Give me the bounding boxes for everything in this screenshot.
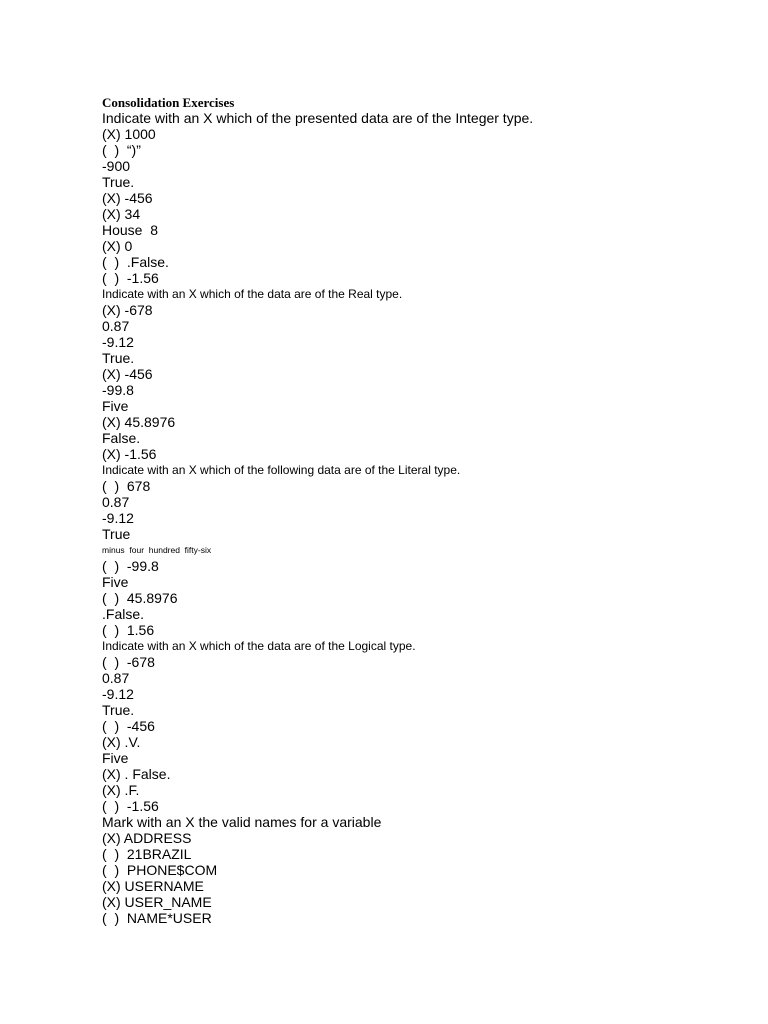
- exercise-line: Five: [102, 574, 129, 590]
- exercise-line: ( ) 21BRAZIL: [102, 846, 192, 862]
- exercise-line: ( ) NAME*USER: [102, 910, 212, 926]
- exercise-line: Indicate with an X which of the data are of the Real type.: [102, 287, 403, 301]
- exercise-line: Five: [102, 398, 129, 414]
- exercise-line: (X) 45.8976: [102, 414, 176, 430]
- exercise-line: Indicate with an X which of the data are of the Logical type.: [102, 639, 416, 653]
- exercise-line: False.: [102, 430, 141, 446]
- exercise-line: .False.: [102, 606, 145, 622]
- document-page: [102, 95, 742, 926]
- exercise-line: 0.87: [102, 318, 130, 334]
- exercise-line: (X) ADDRESS: [102, 830, 192, 846]
- exercise-line: Indicate with an X which of the following data are of the Literal type.: [102, 463, 461, 477]
- exercise-line: (X) -1.56: [102, 446, 157, 462]
- exercise-line: ( ) -678: [102, 654, 155, 670]
- exercise-line: -900: [102, 158, 131, 174]
- exercise-line: (X) 0: [102, 238, 133, 254]
- exercise-line: ( ) “)”: [102, 142, 141, 158]
- exercise-line: ( ) -1.56: [102, 270, 159, 286]
- exercise-line: ( ) 1.56: [102, 622, 155, 638]
- exercise-lines: [102, 110, 742, 926]
- exercise-line: House 8: [102, 222, 159, 238]
- exercise-line: Five: [102, 750, 129, 766]
- exercise-line: (X) USER_NAME: [102, 894, 212, 910]
- exercise-line: 0.87: [102, 670, 130, 686]
- exercise-line: -9.12: [102, 686, 134, 702]
- exercise-line: 0.87: [102, 494, 130, 510]
- exercise-line: -9.12: [102, 510, 134, 526]
- exercise-line: ( ) -456: [102, 718, 155, 734]
- document-title: Consolidation Exercises: [102, 95, 235, 110]
- exercise-line: (X) -456: [102, 190, 153, 206]
- exercise-line: -9.12: [102, 334, 134, 350]
- exercise-line: (X) -456: [102, 366, 153, 382]
- exercise-line: -99.8: [102, 382, 134, 398]
- exercise-line: ( ) .False.: [102, 254, 169, 270]
- exercise-line: True.: [102, 174, 135, 190]
- exercise-line: ( ) 678: [102, 478, 151, 494]
- exercise-line: (X) 1000: [102, 126, 156, 142]
- exercise-line: ( ) PHONE$COM: [102, 862, 218, 878]
- exercise-line: ( ) 45.8976: [102, 590, 178, 606]
- exercise-line: ( ) -99.8: [102, 558, 159, 574]
- exercise-line: (X) .F.: [102, 782, 140, 798]
- exercise-line: (X) .V.: [102, 734, 141, 750]
- exercise-line: (X) -678: [102, 302, 153, 318]
- exercise-line: minus four hundred fifty-six: [102, 545, 212, 555]
- exercise-line: ( ) -1.56: [102, 798, 159, 814]
- exercise-line: Mark with an X the valid names for a variable: [102, 814, 382, 830]
- exercise-line: (X) USERNAME: [102, 878, 204, 894]
- exercise-line: Indicate with an X which of the presented data are of the Integer type.: [102, 110, 534, 126]
- exercise-line: True: [102, 526, 131, 542]
- exercise-line: True.: [102, 350, 135, 366]
- exercise-line: (X) . False.: [102, 766, 171, 782]
- exercise-line: (X) 34: [102, 206, 141, 222]
- exercise-line: True.: [102, 702, 135, 718]
